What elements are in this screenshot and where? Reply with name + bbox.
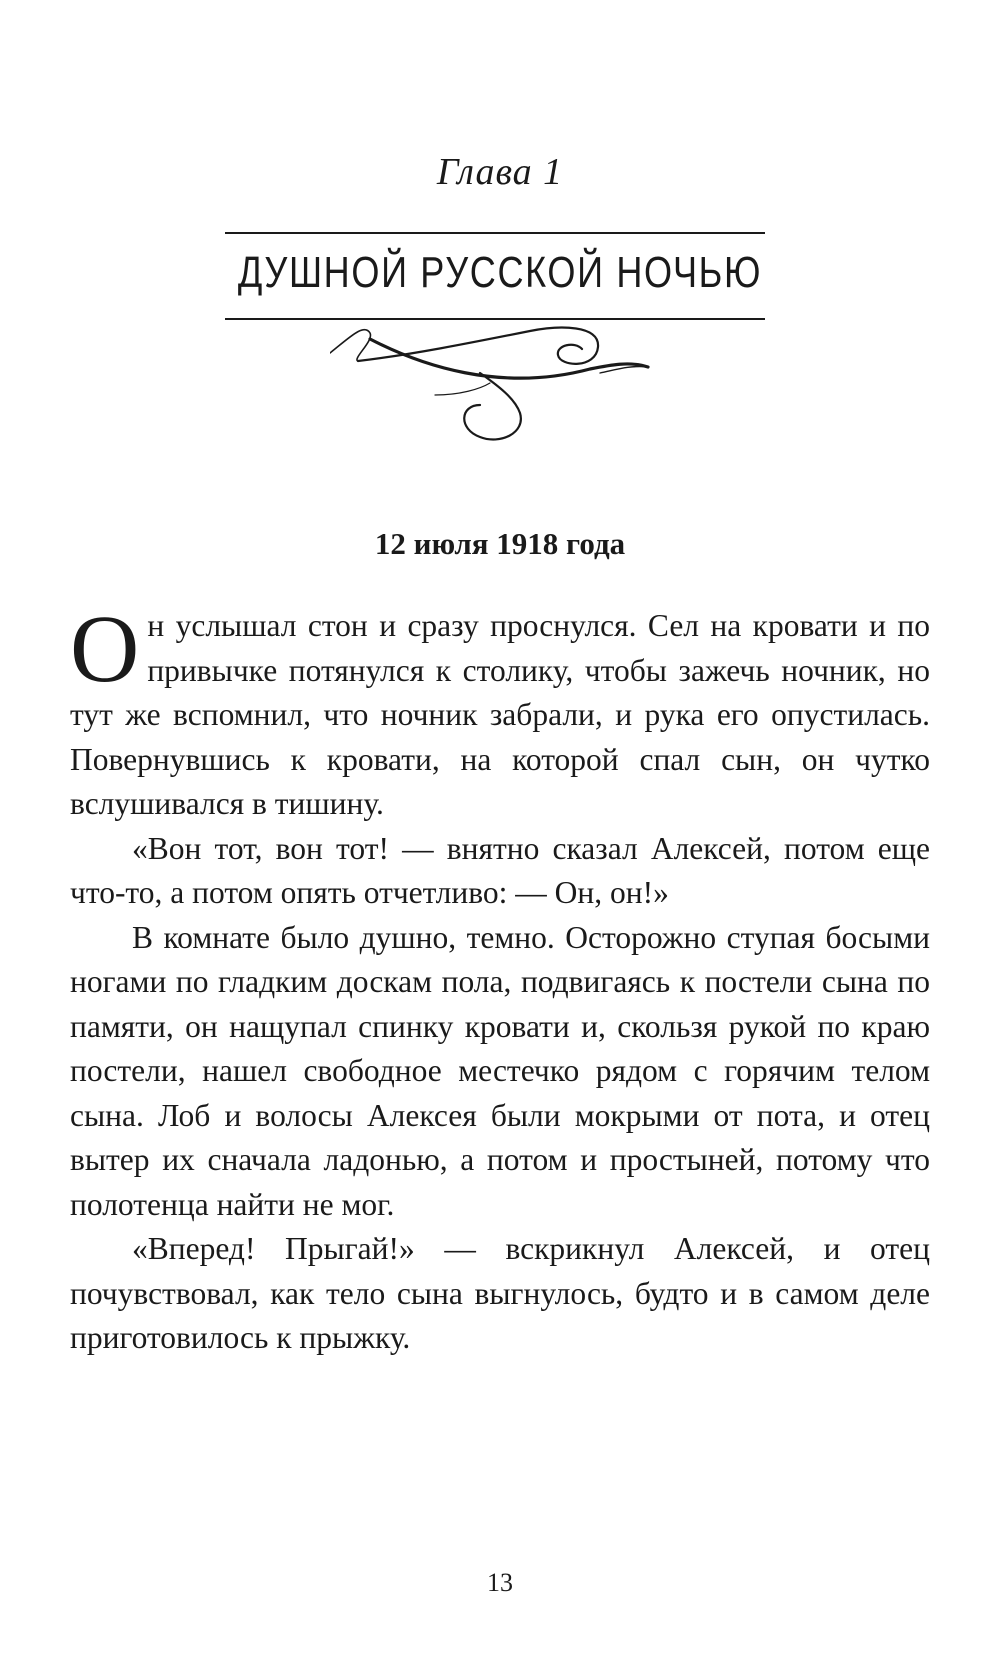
- date-heading: 12 июля 1918 года: [374, 526, 626, 561]
- chapter-title: ДУШНОЙ РУССКОЙ НОЧЬЮ: [237, 248, 763, 297]
- drop-cap: О: [70, 595, 140, 702]
- chapter-body: [70, 595, 930, 1361]
- paragraph: [70, 595, 930, 827]
- chapter-label: Глава 1: [436, 151, 564, 193]
- paragraph: В комнате было душно, темно. Осторожно ступая босыми ногами по гладким доскам пола, подвигаясь к постели сына по памяти, он нащупал спинку кровати и, скользя рукой по краю постели, нашел свободное местечко рядом с горячим телом сына. Лоб и волосы Алексея были мокрыми от пота, и отец вытер их сначала ладонью, а потом и простыней, потому что полотенца найти не мог.: [70, 919, 930, 1222]
- page-number: 13: [487, 1568, 513, 1597]
- title-rule-bottom: [225, 318, 765, 320]
- paragraph-text: н услышал стон и сразу проснулся. Сел на кровати и по привычке потянулся к столику, чтобы зажечь ночник, но тут же вспомнил, что ночник забрали, и рука его опустилась. Повернувшись к кровати, на которой спал сын, он чутко вслушивался в тишину.: [70, 608, 930, 821]
- paragraph: «Вон тот, вон тот! — внятно сказал Алексей, потом еще что-то, а потом опять отчетливо: — Он, он!»: [70, 830, 930, 910]
- flourish-ornament-icon: [330, 325, 650, 445]
- paragraph: «Вперед! Прыгай!» — вскрикнул Алексей, и отец почувствовал, как тело сына выгнулось, будто и в самом деле приготовилось к прыжку.: [70, 1231, 930, 1355]
- title-rule-top: [225, 232, 765, 234]
